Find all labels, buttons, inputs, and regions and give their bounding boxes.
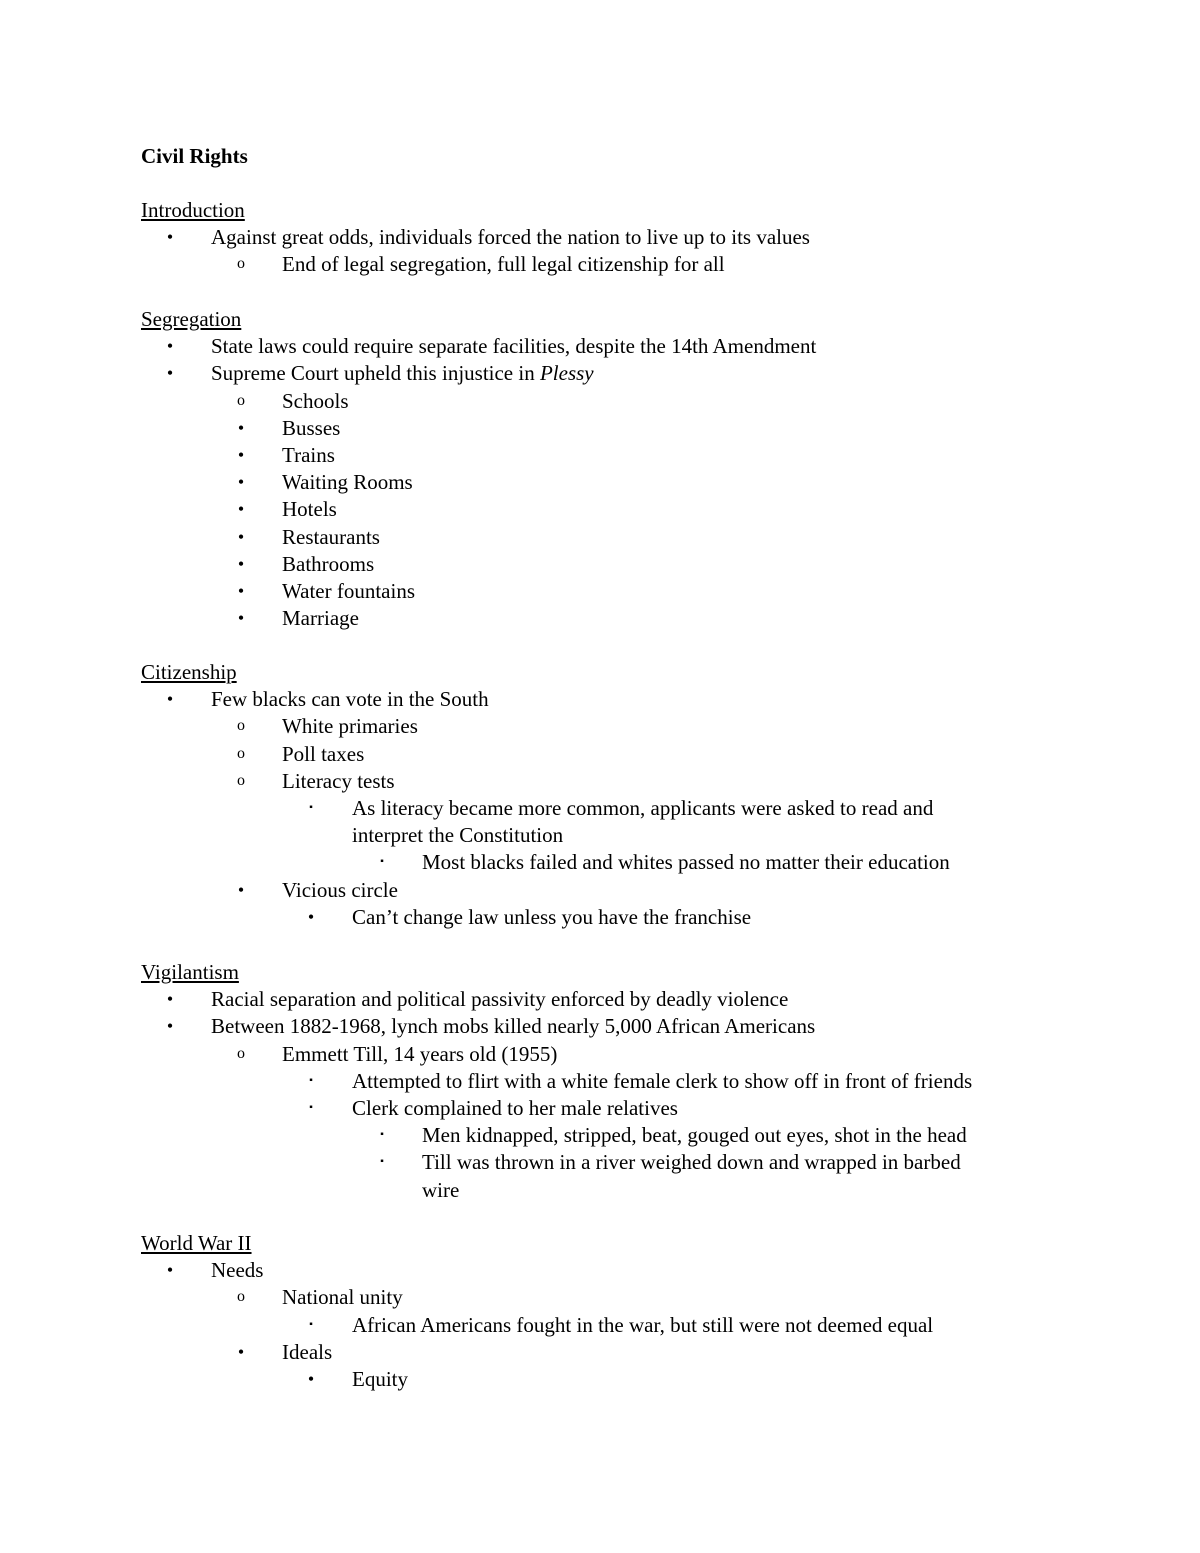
list-item-text: Supreme Court upheld this injustice in Plessy — [211, 361, 594, 386]
list-item-text: Restaurants — [282, 524, 380, 549]
list-item-text: Men kidnapped, stripped, beat, gouged out eyes, shot in the head — [422, 1123, 967, 1148]
list-item-text: Between 1882-1968, lynch mobs killed nearly 5,000 African Americans — [211, 1014, 816, 1039]
disc-bullet-icon: • — [237, 581, 245, 601]
disc-bullet-icon: • — [166, 336, 174, 357]
list-item-text: Busses — [282, 415, 341, 440]
circle-bullet-icon: o — [237, 1044, 245, 1062]
square-bullet-icon: ▪ — [380, 856, 384, 868]
list-item-text: Bathrooms — [282, 551, 375, 576]
list-item-text: Literacy tests — [282, 768, 395, 793]
disc-bullet-icon: • — [237, 1341, 245, 1362]
disc-bullet-icon: • — [166, 989, 174, 1010]
section-heading-citizenship: Citizenship — [141, 660, 237, 684]
list-item-text: End of legal segregation, full legal citizenship for all — [282, 252, 725, 277]
square-bullet-icon: ▪ — [309, 1318, 313, 1330]
list-item-text: Schools — [282, 388, 349, 413]
square-bullet-icon: ▪ — [380, 1156, 384, 1168]
list-item-text: Hotels — [282, 497, 337, 522]
list-item-text: African Americans fought in the war, but still were not deemed equal — [352, 1312, 934, 1337]
circle-bullet-icon: o — [237, 744, 245, 762]
circle-bullet-icon: o — [237, 391, 245, 409]
list-item-text: Against great odds, individuals forced the nation to live up to its values — [211, 225, 810, 250]
disc-bullet-icon: • — [237, 445, 245, 465]
section-heading-introduction: Introduction — [141, 198, 245, 222]
list-item-text: Poll taxes — [282, 741, 365, 766]
list-item-text: State laws could require separate facilities, despite the 14th Amendment — [211, 334, 817, 359]
disc-bullet-icon: • — [166, 1260, 174, 1281]
list-item-text: wire — [422, 1177, 460, 1202]
disc-bullet-icon: • — [237, 526, 245, 547]
disc-bullet-icon: • — [166, 227, 174, 248]
disc-bullet-icon: • — [166, 363, 174, 384]
disc-bullet-icon: • — [237, 879, 245, 900]
list-item-text: Attempted to flirt with a white female clerk to show off in front of friends — [352, 1068, 973, 1093]
list-item-text: Trains — [282, 443, 335, 467]
circle-bullet-icon: o — [237, 255, 245, 273]
list-item-text: As literacy became more common, applicants were asked to read and — [352, 796, 934, 820]
list-item-text: Vicious circle — [282, 877, 398, 902]
list-item-text: Till was thrown in a river weighed down and wrapped in barbed — [422, 1150, 961, 1175]
list-item-text: Marriage — [282, 606, 359, 631]
square-bullet-icon: ▪ — [309, 1074, 313, 1086]
document-title: Civil Rights — [141, 144, 248, 168]
case-name-italic: Plessy — [539, 361, 594, 386]
list-item-text: Water fountains — [282, 579, 416, 603]
disc-bullet-icon: • — [237, 499, 245, 520]
disc-bullet-icon: • — [237, 608, 245, 629]
square-bullet-icon: ▪ — [309, 802, 313, 813]
section-heading-world-war-ii: World War II — [141, 1231, 252, 1255]
disc-bullet-icon: • — [307, 906, 315, 927]
list-item-text: Equity — [352, 1367, 408, 1391]
circle-bullet-icon: o — [237, 1288, 245, 1306]
square-bullet-icon: ▪ — [309, 1102, 313, 1113]
list-item-text: Can’t change law unless you have the franchise — [352, 904, 752, 929]
list-item-text: National unity — [282, 1285, 403, 1310]
list-item-text: Needs — [211, 1258, 264, 1283]
square-bullet-icon: ▪ — [380, 1129, 384, 1141]
disc-bullet-icon: • — [307, 1369, 315, 1389]
list-item-text: Waiting Rooms — [282, 470, 413, 495]
circle-bullet-icon: o — [237, 717, 245, 735]
circle-bullet-icon: o — [237, 771, 245, 789]
disc-bullet-icon: • — [237, 472, 245, 493]
list-item-text: Emmett Till, 14 years old (1955) — [282, 1041, 558, 1066]
disc-bullet-icon: • — [237, 553, 245, 574]
list-item-text: Ideals — [282, 1339, 333, 1364]
list-item-text: Clerk complained to her male relatives — [352, 1096, 678, 1120]
list-item-text: Most blacks failed and whites passed no matter their education — [422, 850, 950, 875]
section-heading-vigilantism: Vigilantism — [141, 960, 239, 984]
list-item-text: interpret the Constitution — [352, 823, 564, 848]
list-item-text: Few blacks can vote in the South — [211, 687, 489, 712]
section-heading-segregation: Segregation — [141, 307, 242, 331]
list-item-text: Racial separation and political passivity enforced by deadly violence — [211, 987, 789, 1012]
disc-bullet-icon: • — [166, 689, 174, 710]
list-item-text: White primaries — [282, 714, 418, 739]
disc-bullet-icon: • — [237, 417, 245, 438]
disc-bullet-icon: • — [166, 1016, 174, 1037]
